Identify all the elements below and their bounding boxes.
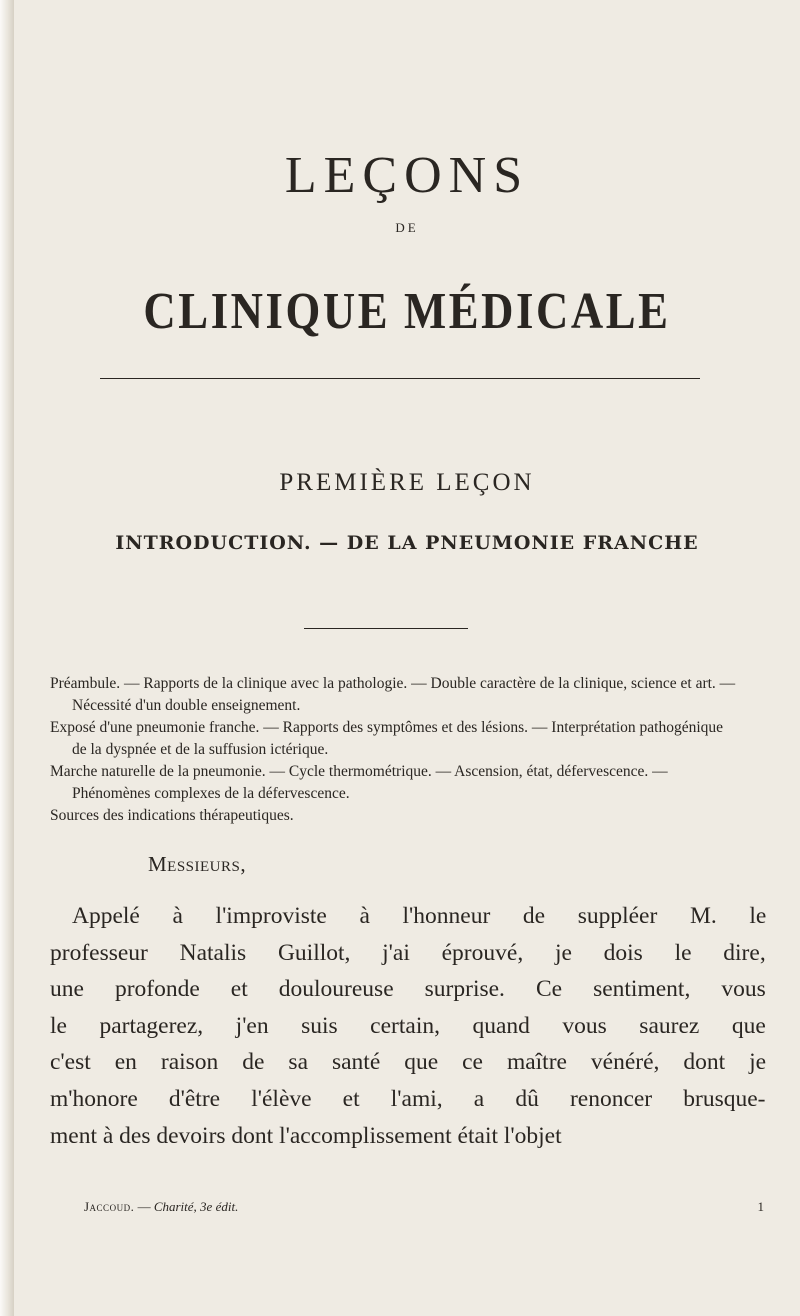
footer-dash: — [137,1199,151,1214]
title-lecons: LEÇONS [284,147,530,204]
book-spine-edge [0,0,14,1316]
lesson-summary [50,673,740,827]
lesson-subtitle: INTRODUCTION. — DE LA PNEUMONIE FRANCHE [115,532,699,554]
title-connector: DE [395,220,419,235]
body-paragraph [50,898,766,1154]
body-line: ment à des devoirs dont l'accomplissement était l'objet [50,1122,562,1149]
body-line: m'honore d'être l'élève et l'ami, a dû renoncer brusque- [50,1085,766,1112]
summary-paragraph: Préambule. — Rapports de la clinique avec la pathologie. — Double caractère de la clinique, science et art. — Nécessité d'un double enseignement. [50,675,736,714]
title-clinique-medicale: CLINIQUE MÉDICALE [143,283,671,340]
lesson-heading: PREMIÈRE LEÇON [279,469,535,496]
body-line: Appelé à l'improviste à l'honneur de suppléer M. le [72,903,767,929]
summary-paragraph: Sources des indications thérapeutiques. [50,807,294,824]
body-line: une profonde et douloureuse surprise. Ce sentiment, vous [50,976,766,1003]
body-line: le partagerez, j'en suis certain, quand vous saurez que [50,1012,766,1039]
title-rule [100,378,700,379]
body-line: c'est en raison de sa santé que ce maître vénéré, dont je [50,1049,767,1076]
book-page [14,0,800,1316]
summary-paragraph: Exposé d'une pneumonie franche. — Rapports des symptômes et des lésions. — Interprétation pathogénique de la dyspnée et de la suffusion ictérique. [50,719,724,758]
page-footer [84,1198,764,1216]
footer-author: Jaccoud. [84,1199,135,1214]
section-rule [304,628,468,629]
signature-mark: 1 [757,1199,764,1214]
body-line: professeur Natalis Guillot, j'ai éprouvé, je dois le dire, [50,939,766,966]
footer-publisher: Charité, 3e édit. [153,1199,239,1214]
summary-paragraph: Marche naturelle de la pneumonie. — Cycle thermométrique. — Ascension, état, défervescence. — Phénomènes complexes de la défervescence. [50,763,668,802]
salutation: Messieurs, [148,852,247,876]
